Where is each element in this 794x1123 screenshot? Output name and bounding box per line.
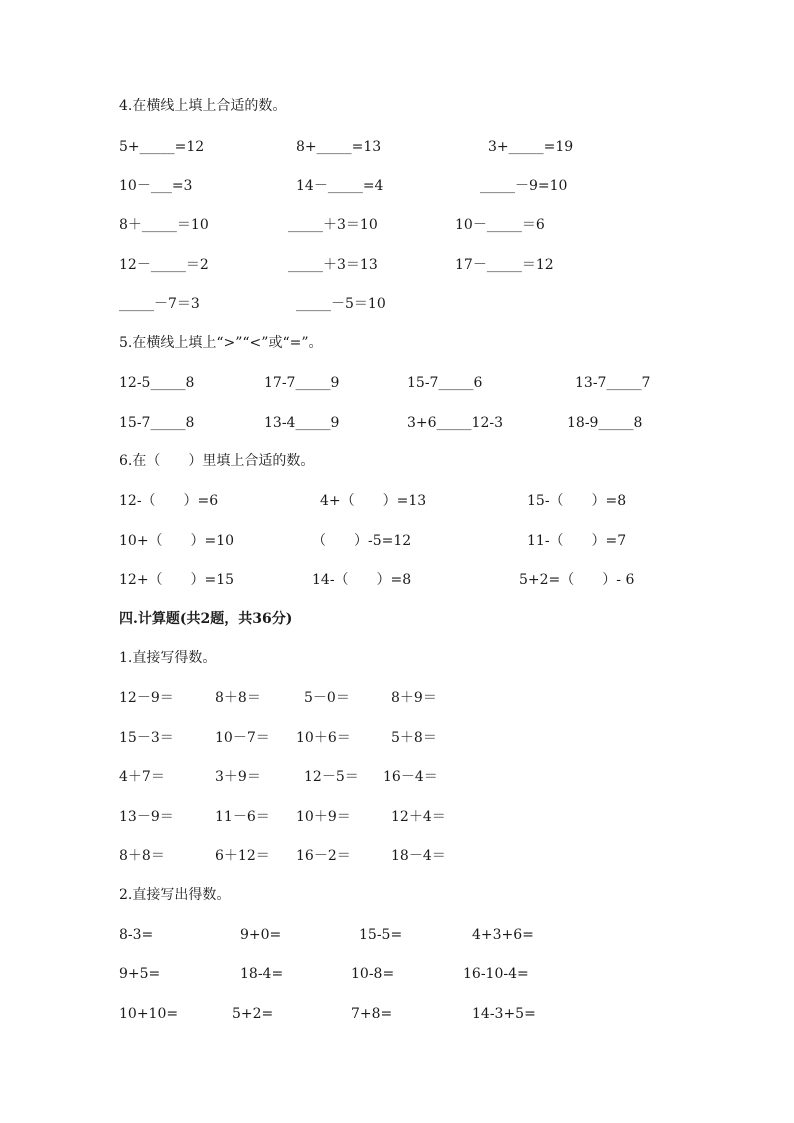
- q4-row: [0, 213, 794, 237]
- paren-fill-item: 15-（ ）=8: [527, 493, 627, 509]
- calc-item: 16－2＝: [296, 848, 351, 864]
- q6-row: [0, 529, 794, 553]
- calc-item: 10＋9＝: [296, 809, 351, 825]
- calc-item: 18-4=: [240, 966, 284, 982]
- calc-item: 8-3=: [119, 927, 154, 943]
- blank-fill-item: 10－_____＝6: [455, 217, 545, 233]
- calc-item: 12＋4＝: [391, 809, 446, 825]
- calc-item: 14-3+5=: [472, 1006, 536, 1022]
- compare-item: 13-7_____7: [575, 375, 651, 391]
- q5-row: [0, 411, 794, 435]
- compare-item: 15-7_____6: [407, 375, 483, 391]
- calc-item: 9+5=: [119, 966, 161, 982]
- calc-item: 4+3+6=: [472, 927, 534, 943]
- blank-fill-item: 3+_____=19: [488, 139, 574, 155]
- paren-fill-item: 12+（ ）=15: [119, 572, 235, 588]
- calc-item: 5＋8＝: [391, 730, 437, 746]
- blank-fill-item: _____－9=10: [480, 178, 568, 194]
- blank-fill-item: _____＋3＝10: [288, 217, 378, 233]
- blank-fill-item: _____＋3＝13: [288, 257, 378, 273]
- calc-item: 12－5＝: [304, 769, 359, 785]
- calc-item: 8＋9＝: [391, 690, 437, 706]
- compare-item: 18-9_____8: [567, 415, 643, 431]
- blank-fill-item: 17－_____＝12: [455, 257, 554, 273]
- calc-item: 16－4＝: [383, 769, 438, 785]
- section-title: 四.计算题(共2题，共36分): [119, 611, 293, 627]
- calc-item: 16-10-4=: [463, 966, 529, 982]
- blank-fill-item: _____－7＝3: [119, 296, 200, 312]
- calc-item: 10＋6＝: [296, 730, 351, 746]
- calc1-row: [0, 844, 794, 868]
- calc-item: 10－7＝: [215, 730, 270, 746]
- calc-item: 8＋8＝: [119, 848, 165, 864]
- paren-fill-item: 14-（ ）=8: [312, 572, 412, 588]
- q6-title: 6.在（ ）里填上合适的数。: [119, 453, 315, 469]
- compare-item: 15-7_____8: [119, 415, 195, 431]
- calc-item: 6＋12＝: [215, 848, 270, 864]
- q4-row: [0, 292, 794, 316]
- calc-item: 5+2=: [232, 1006, 274, 1022]
- calc-item: 10+10=: [119, 1006, 179, 1022]
- compare-item: 13-4_____9: [264, 415, 340, 431]
- calc-item: 8＋8＝: [215, 690, 261, 706]
- compare-item: 3+6_____12-3: [407, 415, 503, 431]
- calc-item: 3＋9＝: [215, 769, 261, 785]
- calc-item: 7+8=: [351, 1006, 393, 1022]
- blank-fill-item: 8+_____=13: [296, 139, 382, 155]
- blank-fill-item: 5+_____=12: [119, 139, 205, 155]
- q4-title: 4.在横线上填上合适的数。: [119, 98, 287, 114]
- calc-item: 15-5=: [359, 927, 403, 943]
- calc-item: 13－9＝: [119, 809, 174, 825]
- calc-item: 18－4＝: [391, 848, 446, 864]
- q6-row: [0, 568, 794, 592]
- calc-item: 15－3＝: [119, 730, 174, 746]
- blank-fill-item: 14－_____=4: [296, 178, 384, 194]
- blank-fill-item: 8＋_____＝10: [119, 217, 209, 233]
- calc2-row: [0, 962, 794, 986]
- calc1-row: [0, 686, 794, 710]
- calc1-title: 1.直接写得数。: [119, 650, 217, 666]
- blank-fill-item: _____－5＝10: [296, 296, 386, 312]
- calc-item: 5－0＝: [304, 690, 350, 706]
- calc-item: 4＋7＝: [119, 769, 165, 785]
- calc2-title: 2.直接写出得数。: [119, 887, 231, 903]
- calc-item: 9+0=: [240, 927, 282, 943]
- paren-fill-item: 4+（ ）=13: [320, 493, 427, 509]
- blank-fill-item: 10－___=3: [119, 178, 193, 194]
- paren-fill-item: 12-（ ）=6: [119, 493, 219, 509]
- calc1-row: [0, 765, 794, 789]
- paren-fill-item: 10+（ ）=10: [119, 533, 235, 549]
- q6-row: [0, 489, 794, 513]
- blank-fill-item: 12－_____＝2: [119, 257, 209, 273]
- calc-item: 12－9＝: [119, 690, 174, 706]
- q5-row: [0, 371, 794, 395]
- q4-row: [0, 174, 794, 198]
- compare-item: 12-5_____8: [119, 375, 195, 391]
- q4-row: [0, 135, 794, 159]
- q5-title: 5.在横线上填上“>”“<”或“=”。: [119, 335, 323, 351]
- calc1-row: [0, 726, 794, 750]
- calc2-row: [0, 923, 794, 947]
- calc2-row: [0, 1002, 794, 1026]
- compare-item: 17-7_____9: [264, 375, 340, 391]
- calc-item: 11－6＝: [215, 809, 270, 825]
- paren-fill-item: （ ）-5=12: [312, 533, 412, 549]
- calc-item: 10-8=: [351, 966, 395, 982]
- paren-fill-item: 5+2=（ ）- 6: [519, 572, 635, 588]
- q4-row: [0, 253, 794, 277]
- calc1-row: [0, 805, 794, 829]
- paren-fill-item: 11-（ ）=7: [527, 533, 627, 549]
